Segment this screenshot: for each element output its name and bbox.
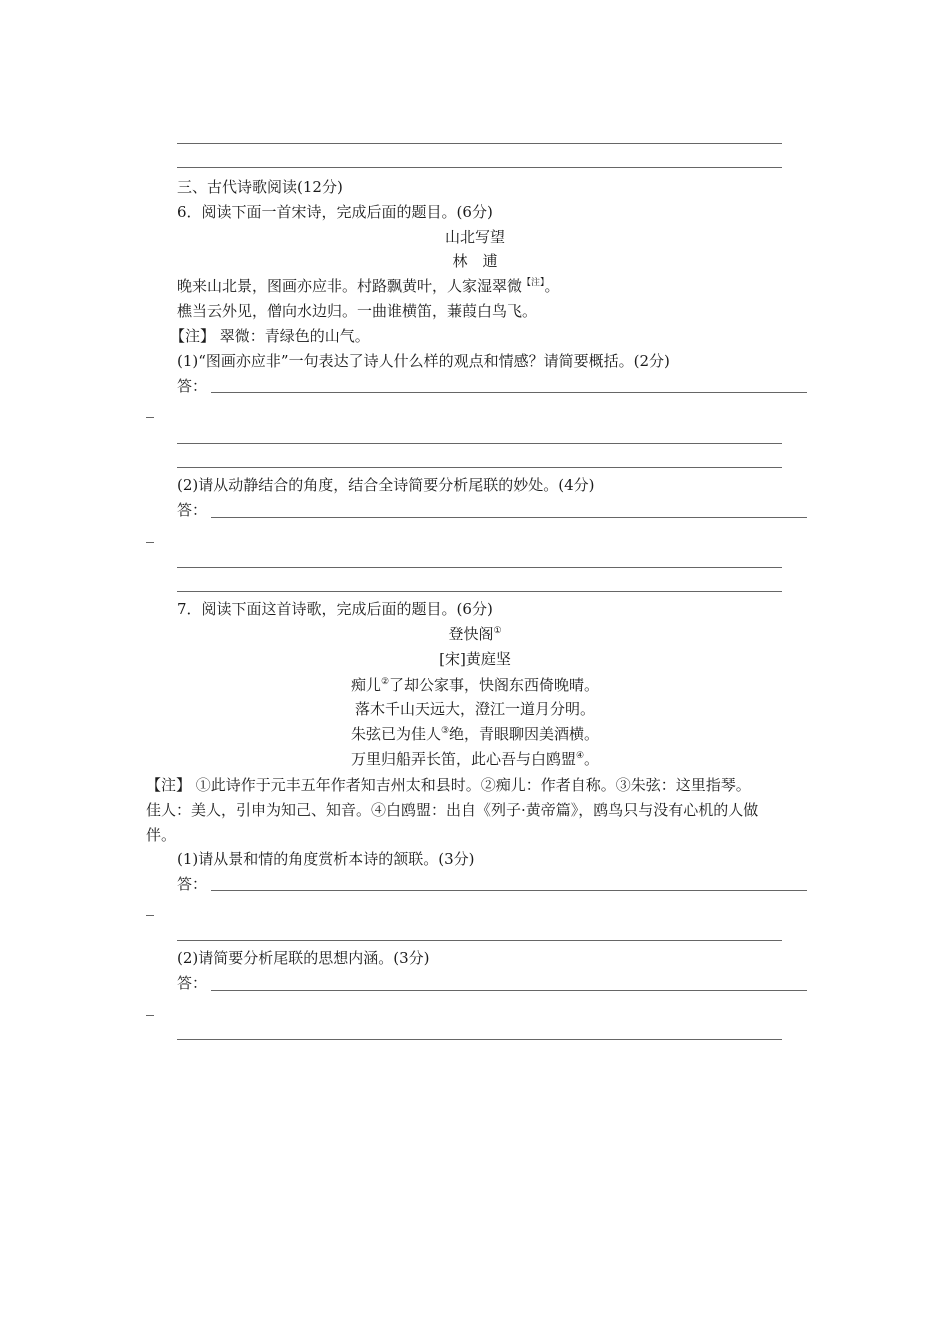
- poem-line-end: 。: [544, 277, 560, 295]
- answer-input-line[interactable]: [177, 1039, 782, 1040]
- poem-note: 伴。: [146, 826, 177, 844]
- poem-line-text: 朱弦已为佳人: [350, 725, 441, 743]
- poem-author: 林 逋: [452, 252, 498, 270]
- poem-note: 【注】 ①此诗作于元丰五年作者知吉州太和县时。②痴儿：作者自称。③朱弦：这里指琴。: [146, 776, 751, 794]
- note-mark: ③: [440, 726, 450, 736]
- poem-line-text: 万里归船弄长笛，此心吾与白鸥盟: [350, 750, 576, 768]
- answer-line-dash: [146, 542, 154, 543]
- poem-line-text: 痴儿: [350, 676, 381, 694]
- answer-input-line[interactable]: [211, 517, 807, 518]
- poem-line: [0, 724, 950, 744]
- poem-line: 落木千山天远大，澄江一道月分明。: [354, 700, 595, 718]
- sub-question: (2)请简要分析尾联的思想内涵。(3分): [177, 949, 430, 967]
- poem-line-text: 了却公家事，快阁东西倚晚晴。: [389, 676, 600, 694]
- poem-note: 佳人：美人，引申为知己、知音。④白鸥盟：出自《列子·黄帝篇》，鸥鸟只与没有心机的人做: [146, 801, 759, 819]
- poem-line: 樵当云外见，僧向水边归。一曲谁横笛，蒹葭白鸟飞。: [177, 302, 538, 320]
- answer-input-line[interactable]: [211, 890, 807, 891]
- answer-line-dash: [146, 1015, 154, 1016]
- answer-line: [177, 167, 782, 168]
- answer-line: [177, 143, 782, 144]
- sub-question: (2)请从动静结合的角度，结合全诗简要分析尾联的妙处。(4分): [177, 476, 595, 494]
- answer-line-dash: [146, 915, 154, 916]
- poem-note: 【注】 翠微：青绿色的山气。: [170, 327, 370, 345]
- answer-line-dash: [146, 417, 154, 418]
- poem-line: [0, 749, 950, 769]
- answer-input-line[interactable]: [177, 940, 782, 941]
- note-mark: ②: [380, 677, 390, 687]
- poem-title-text: 登快阁: [448, 625, 494, 643]
- poem-author: [宋]黄庭坚: [439, 650, 511, 668]
- question-6-prompt: 6．阅读下面一首宋诗，完成后面的题目。(6分): [177, 203, 493, 221]
- answer-input-line[interactable]: [177, 467, 782, 468]
- answer-input-line[interactable]: [177, 443, 782, 444]
- poem-line-text: 晚来山北景，图画亦应非。村路飘黄叶，人家湿翠微: [177, 277, 523, 295]
- note-mark: ①: [493, 626, 502, 636]
- sub-question: (1)请从景和情的角度赏析本诗的颔联。(3分): [177, 850, 475, 868]
- poem-title: [0, 624, 950, 644]
- question-7-prompt: 7．阅读下面这首诗歌，完成后面的题目。(6分): [177, 600, 493, 618]
- answer-label: 答：: [177, 875, 208, 893]
- note-mark: ④: [575, 751, 585, 761]
- answer-label: 答：: [177, 974, 208, 992]
- answer-input-line[interactable]: [177, 591, 782, 592]
- answer-input-line[interactable]: [211, 990, 807, 991]
- poem-line: [0, 675, 950, 695]
- answer-label: 答：: [177, 377, 208, 395]
- answer-label: 答：: [177, 501, 208, 519]
- poem-title: 山北写望: [444, 228, 505, 246]
- section-heading: 三、古代诗歌阅读(12分): [177, 178, 343, 196]
- answer-input-line[interactable]: [177, 567, 782, 568]
- answer-input-line[interactable]: [211, 392, 807, 393]
- note-mark: 【注】: [522, 278, 545, 288]
- poem-line-text: 绝，青眼聊因美酒横。: [449, 725, 600, 743]
- poem-line: [177, 276, 560, 296]
- poem-line-text: 。: [584, 750, 600, 768]
- sub-question: (1)“图画亦应非”一句表达了诗人什么样的观点和情感？请简要概括。(2分): [177, 352, 670, 370]
